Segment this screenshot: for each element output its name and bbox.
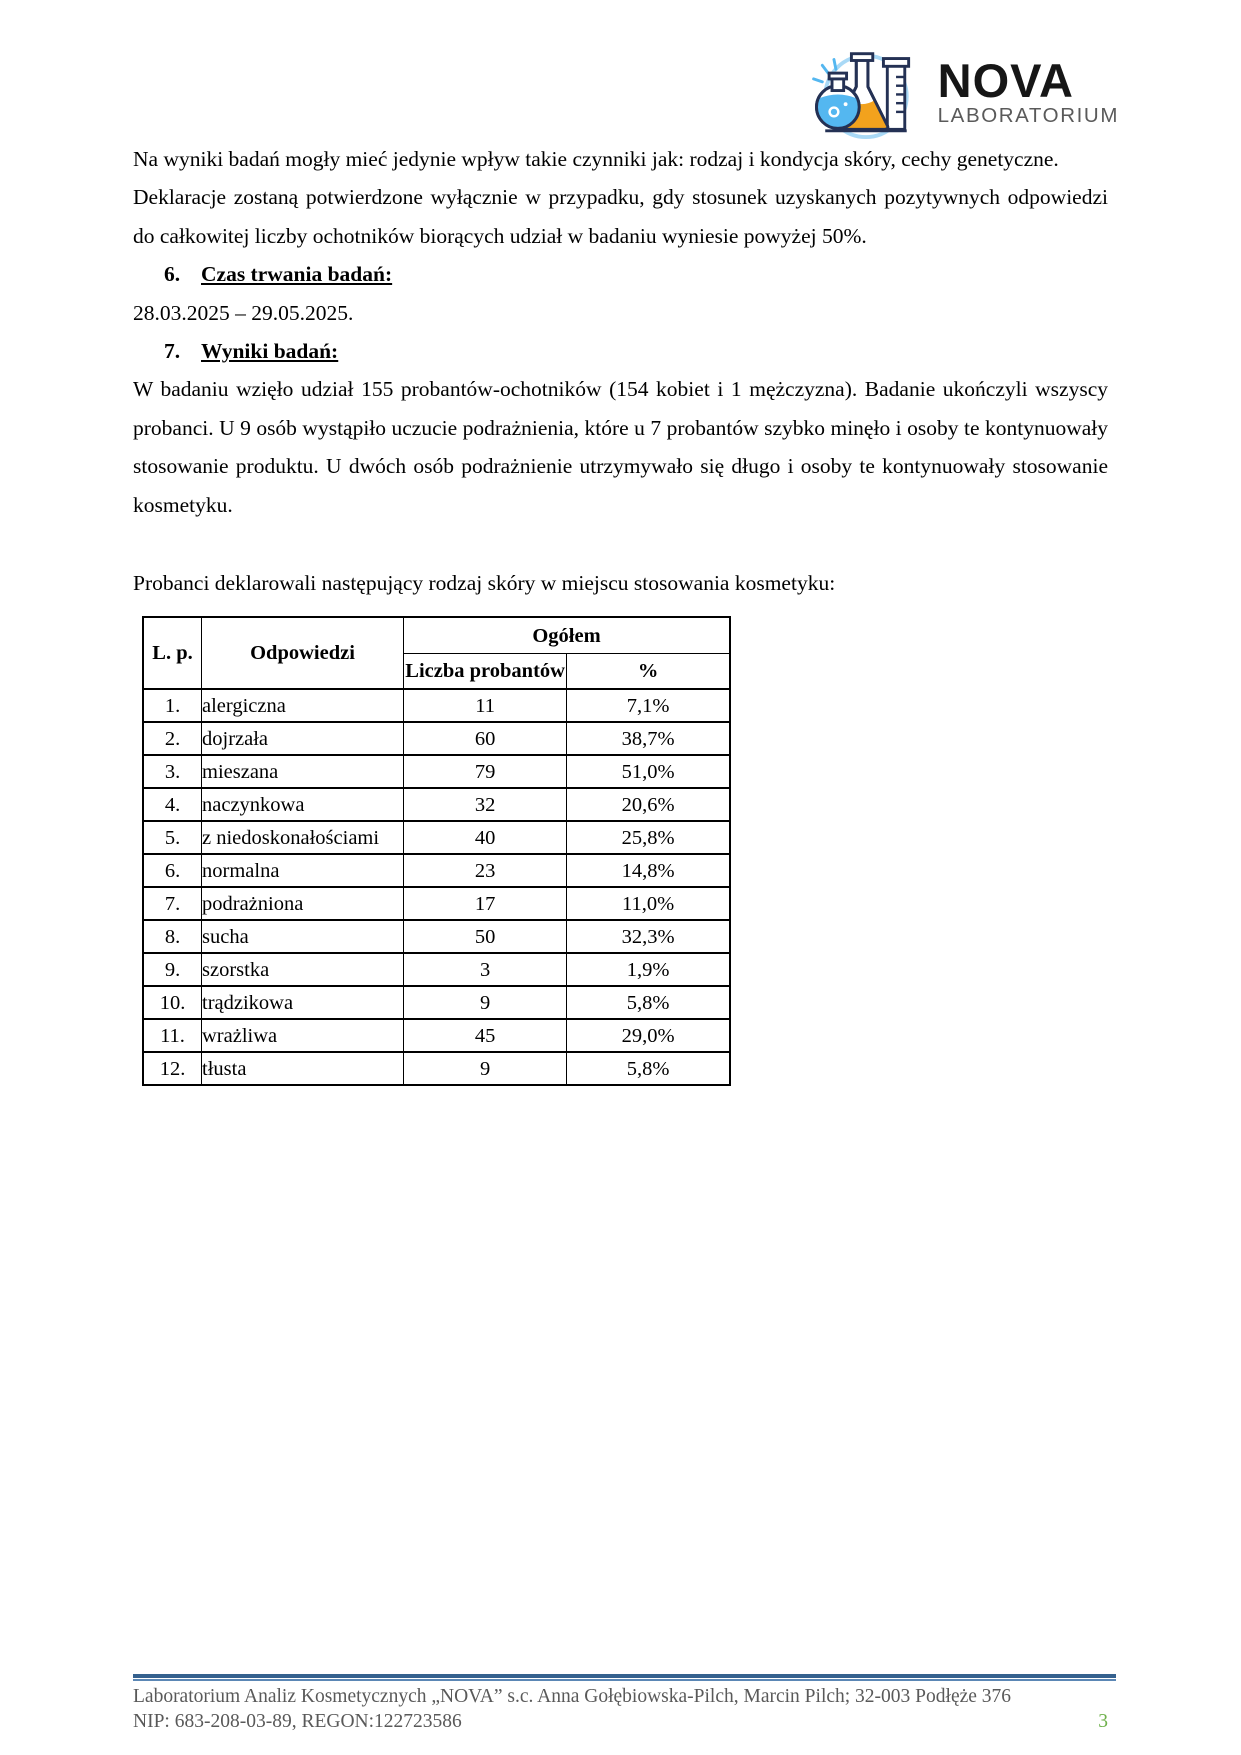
cell-percent: 29,0%	[567, 1019, 730, 1052]
paragraph-results: W badaniu wzięło udział 155 probantów-ochotników (154 kobiet i 1 mężczyzna). Badanie ukończyli wszyscy probanci. U 9 osób wystąpiło uczucie podrażnienia, które u 7 probantów szybko minęło i osoby te kontynuowały stosowanie produktu. U dwóch osób podrażnienie utrzymywało się długo i osoby te kontynuowały stosowanie kosmetyku.	[133, 377, 1108, 517]
page-number: 3	[1098, 1710, 1108, 1732]
cell-count: 50	[404, 920, 567, 953]
cell-percent: 7,1%	[567, 689, 730, 722]
table-head	[143, 617, 730, 689]
cell-percent: 51,0%	[567, 755, 730, 788]
cell-lp: 7.	[143, 887, 202, 920]
page-footer	[133, 1674, 1116, 1734]
cell-count: 11	[404, 689, 567, 722]
logo	[800, 44, 1119, 141]
cell-lp: 11.	[143, 1019, 202, 1052]
cell-lp: 10.	[143, 986, 202, 1019]
header-count: Liczba probantów	[404, 653, 567, 689]
cell-lp: 5.	[143, 821, 202, 854]
table-row	[143, 821, 730, 854]
cell-lp: 12.	[143, 1052, 202, 1085]
cell-percent: 38,7%	[567, 722, 730, 755]
cell-answer: mieszana	[202, 755, 404, 788]
cell-count: 17	[404, 887, 567, 920]
cell-count: 23	[404, 854, 567, 887]
cell-answer: dojrzała	[202, 722, 404, 755]
cell-count: 9	[404, 1052, 567, 1085]
footer-nip-regon-line: NIP: 683-208-03-89, REGON:122723586	[133, 1710, 462, 1732]
table-row	[143, 689, 730, 722]
cell-answer: podrażniona	[202, 887, 404, 920]
laboratory-flasks-icon	[800, 44, 930, 141]
cell-answer: alergiczna	[202, 689, 404, 722]
cell-percent: 5,8%	[567, 986, 730, 1019]
cell-answer: trądzikowa	[202, 986, 404, 1019]
table-row	[143, 722, 730, 755]
table-body	[143, 689, 730, 1085]
skin-type-table	[142, 616, 731, 1086]
cell-percent: 14,8%	[567, 854, 730, 887]
cell-lp: 6.	[143, 854, 202, 887]
cell-lp: 9.	[143, 953, 202, 986]
section-6-title: Czas trwania badań:	[201, 262, 393, 287]
header-total: Ogółem	[404, 617, 731, 653]
cell-answer: tłusta	[202, 1052, 404, 1085]
cell-answer: z niedoskonałościami	[202, 821, 404, 854]
section-7-heading	[133, 332, 1108, 370]
cell-percent: 20,6%	[567, 788, 730, 821]
cell-percent: 11,0%	[567, 887, 730, 920]
cell-lp: 8.	[143, 920, 202, 953]
cell-count: 60	[404, 722, 567, 755]
footer-rule-thin	[133, 1679, 1116, 1681]
table-row	[143, 1052, 730, 1085]
table-intro: Probanci deklarowali następujący rodzaj skóry w miejscu stosowania kosmetyku:	[133, 571, 836, 596]
footer-company-line: Laboratorium Analiz Kosmetycznych „NOVA” s.c. Anna Gołębiowska-Pilch, Marcin Pilch; 32-003 Podłęże 376	[133, 1686, 1012, 1707]
cell-count: 40	[404, 821, 567, 854]
section-6-heading	[133, 255, 1108, 293]
logo-subtitle: LABORATORIUM	[937, 103, 1119, 127]
section-6-number: 6.	[164, 262, 181, 287]
cell-percent: 25,8%	[567, 821, 730, 854]
header-lp: L. p.	[143, 617, 202, 689]
cell-percent: 1,9%	[567, 953, 730, 986]
cell-answer: wrażliwa	[202, 1019, 404, 1052]
cell-lp: 4.	[143, 788, 202, 821]
paragraph-factors: Na wyniki badań mogły mieć jedynie wpływ takie czynniki jak: rodzaj i kondycja skóry, cechy genetyczne.	[133, 147, 1059, 171]
table-row	[143, 1019, 730, 1052]
document-body	[133, 140, 1108, 1086]
table-row	[143, 920, 730, 953]
cell-answer: naczynkowa	[202, 788, 404, 821]
footer-rule-thick	[133, 1674, 1116, 1678]
cell-lp: 1.	[143, 689, 202, 722]
cell-count: 9	[404, 986, 567, 1019]
header-answers: Odpowiedzi	[202, 617, 404, 689]
footer-body	[133, 1685, 1116, 1734]
table-row	[143, 953, 730, 986]
cell-answer: szorstka	[202, 953, 404, 986]
table-row	[143, 755, 730, 788]
cell-answer: sucha	[202, 920, 404, 953]
cell-percent: 32,3%	[567, 920, 730, 953]
table-row	[143, 986, 730, 1019]
paragraph-declarations: Deklaracje zostaną potwierdzone wyłącznie w przypadku, gdy stosunek uzyskanych pozytywnych odpowiedzi do całkowitej liczby ochotników biorących udział w badaniu wyniesie powyżej 50%.	[133, 185, 1108, 248]
table-header-row-1	[143, 617, 730, 653]
logo-text	[937, 53, 1119, 128]
section-7-title: Wyniki badań:	[201, 339, 339, 364]
cell-answer: normalna	[202, 854, 404, 887]
logo-name: NOVA	[937, 53, 1074, 107]
cell-count: 45	[404, 1019, 567, 1052]
table-row	[143, 887, 730, 920]
cell-count: 3	[404, 953, 567, 986]
study-duration-dates: 28.03.2025 – 29.05.2025.	[133, 300, 354, 325]
section-7-number: 7.	[164, 339, 181, 364]
header-percent: %	[567, 653, 730, 689]
cell-count: 79	[404, 755, 567, 788]
cell-count: 32	[404, 788, 567, 821]
cell-lp: 2.	[143, 722, 202, 755]
cell-percent: 5,8%	[567, 1052, 730, 1085]
cell-lp: 3.	[143, 755, 202, 788]
table-row	[143, 854, 730, 887]
table-row	[143, 788, 730, 821]
